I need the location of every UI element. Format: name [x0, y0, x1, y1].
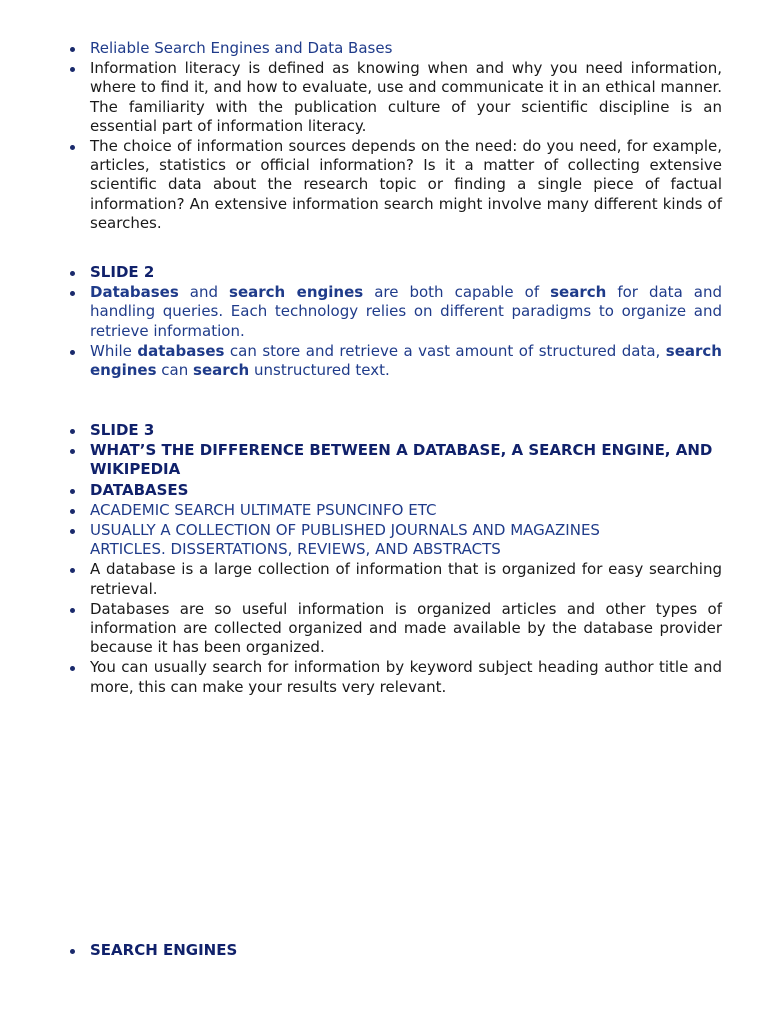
search-engines-bullet-list [70, 941, 722, 961]
database-examples: ACADEMIC SEARCH ULTIMATE PSUNCINFO ETC [90, 500, 437, 519]
slide-3-label: SLIDE 3 [90, 421, 155, 439]
search-engines-term: search engines [229, 283, 364, 302]
list-item [70, 521, 722, 559]
list-item [70, 501, 722, 520]
bullet-icon [70, 271, 75, 276]
search-engines-term: search engines [90, 341, 722, 380]
list-item [70, 941, 722, 960]
intro-bullet-list [70, 39, 722, 234]
bullet-icon [70, 449, 75, 454]
databases-label: DATABASES [90, 480, 189, 499]
bullet-icon [70, 47, 75, 52]
slide-3-bullet-list [70, 421, 722, 698]
search-by-keyword-text: You can usually search for information by keyword subject heading author title and more, this can make your results very relevant. [90, 658, 722, 696]
bullet-icon [70, 291, 75, 296]
bullet-icon [70, 489, 75, 494]
search-engines-label: SEARCH ENGINES [90, 941, 238, 959]
databases-term: Databases [90, 283, 179, 302]
list-item [70, 560, 722, 598]
list-item [70, 263, 722, 282]
list-item [70, 658, 722, 696]
connector-text: are both capable of [374, 283, 540, 302]
connector-text: While [90, 341, 132, 360]
database-definition: A database is a large collection of information that is organized for easy searching retrieval. [90, 560, 722, 598]
bullet-icon [70, 509, 75, 514]
bullet-icon [70, 529, 75, 534]
list-item [70, 600, 722, 658]
difference-heading: WHAT’S THE DIFFERENCE BETWEEN A DATABASE, A SEARCH ENGINE, AND WIKIPEDIA [90, 441, 713, 479]
connector-text: can [161, 361, 189, 380]
search-term: search [550, 283, 607, 302]
list-item [70, 481, 722, 500]
bullet-icon [70, 666, 75, 671]
list-item [70, 283, 722, 341]
list-item [70, 342, 722, 380]
bullet-icon [70, 949, 75, 954]
reliable-search-heading: Reliable Search Engines and Data Bases [90, 39, 393, 57]
bullet-icon [70, 145, 75, 150]
search-term: search [193, 361, 250, 380]
list-item [70, 137, 722, 233]
information-literacy-paragraph: Information literacy is defined as knowing when and why you need information, where to find it, and how to evaluate, use and communicate it in an ethical manner. The familiarity with the publication culture of your scientific discipline is an essential part of information literacy. [90, 59, 722, 135]
unstructured-text: unstructured text. [254, 361, 390, 380]
structured-data-text: can store and retrieve a vast amount of structured data, [229, 341, 661, 360]
list-item [70, 59, 722, 136]
slide-2-bullet-list [70, 263, 722, 381]
databases-term: databases [137, 341, 225, 360]
list-item [70, 441, 722, 479]
paradigms-text: for data and handling queries. Each technology relies on different paradigms to organize and retrieve information. [90, 283, 722, 340]
database-usefulness: Databases are so useful information is organized articles and other types of information are collected organized and made available by the database provider because it has been organized. [90, 599, 722, 657]
database-collection-text: USUALLY A COLLECTION OF PUBLISHED JOURNALS AND MAGAZINES ARTICLES. DISSERTATIONS, REVIEWS, AND ABSTRACTS [90, 521, 600, 559]
connector-text: and [189, 283, 219, 302]
information-sources-paragraph: The choice of information sources depends on the need: do you need, for example, articles, statistics or official information? Is it a matter of collecting extensive scientific data about the research topic or finding a single piece of factual information? An extensive information search might involve many different kinds of searches. [90, 137, 722, 232]
bullet-icon [70, 67, 75, 72]
bullet-icon [70, 350, 75, 355]
bullet-icon [70, 608, 75, 613]
slide-2-label: SLIDE 2 [90, 263, 155, 281]
bullet-icon [70, 429, 75, 434]
bullet-icon [70, 568, 75, 573]
list-item [70, 421, 722, 440]
list-item [70, 39, 722, 58]
